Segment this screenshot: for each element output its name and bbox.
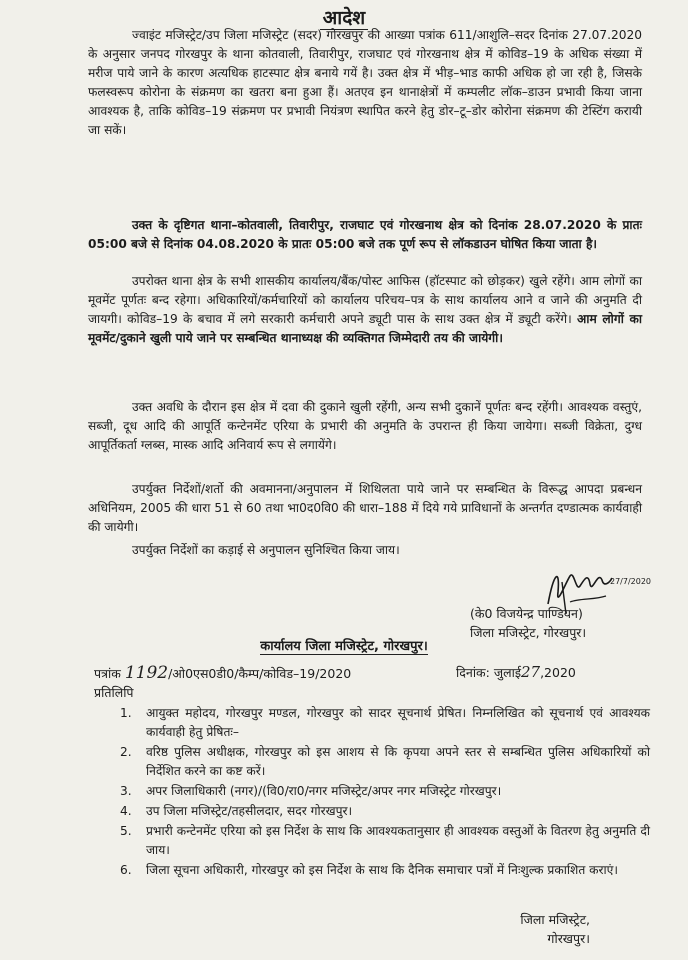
paragraph-2: उक्त के दृष्टिगत थाना–कोतवाली, तिवारीपुर, राजघाट एवं गोरखनाथ क्षेत्र को दिनांक 28.07.2020 के प्रातः 05:00 बजे से दिनांक 04.08.2020 के प्रातः 05:00 बजे तक पूर्ण रूप से लॉकडाउन घोषित किया जाता है। — [88, 218, 642, 251]
paragraph-4: उक्त अवधि के दौरान इस क्षेत्र में दवा की दुकाने खुली रहेंगी, अन्य सभी दुकानें पूर्णतः बन्द रहेंगी। आवश्यक वस्तुएं, सब्जी, दूध आदि की आपूर्ति कन्टेनमेंट एरिया के प्रभारी की अनुमति के उपरान्त ही किया जायेगा। सब्जी विक्रेता, दुग्ध आपूर्तिकर्ता ग्लब्स, मास्क आदि अनिवार्य रूप से लगायेंगे। — [88, 400, 642, 452]
reference-date-day: 27 — [520, 663, 541, 681]
signatory-name: (के0 विजयेन्द्र पाण्डियन) — [470, 606, 583, 621]
copy-item-text: वरिष्ठ पुलिस अधीक्षक, गोरखपुर को इस आशय से कि कृपया अपने स्तर से सम्बन्धित पुलिस अधिकारियों को निर्देशित करने का कष्ट करें। — [146, 745, 650, 778]
copy-list — [120, 704, 650, 881]
copy-item-text: उप जिला मजिस्ट्रेट/तहसीलदार, सदर गोरखपुर। — [146, 804, 353, 818]
signatory-designation: जिला मजिस्ट्रेट, गोरखपुर। — [470, 625, 587, 640]
copy-item-number: 4. — [120, 804, 132, 818]
copy-list-item — [120, 861, 650, 880]
copy-item-text: आयुक्त महोदय, गोरखपुर मण्डल, गोरखपुर को सादर सूचनार्थ प्रेषित। निम्नलिखित को सूचनार्थ एवं आवश्यक कार्यवाही हेतु प्रेषितः– — [146, 706, 650, 739]
reference-code: /ओ0एस0डी0/कैम्प/कोविड–19/2020 — [168, 666, 352, 681]
copy-list-item — [120, 743, 650, 781]
copy-item-text: प्रभारी कन्टेनमेंट एरिया को इस निर्देश के साथ कि आवश्यकतानुसार ही आवश्यक वस्तुओं के वितरण हेतु अनुमति दी जाय। — [146, 824, 650, 857]
copy-list-item — [120, 704, 650, 742]
footer-sign-line1: जिला मजिस्ट्रेट, — [520, 912, 590, 927]
paragraph-3-bold: आम लोगों का मूवमेंट/दुकाने खुली पाये जाने पर सम्बन्धित थानाध्यक्ष की व्यक्तिगत जिम्मेदारी तय की जायेगी। — [88, 312, 643, 345]
copy-item-number: 1. — [120, 706, 132, 720]
reference-label: पत्रांक — [94, 666, 121, 681]
copy-item-number: 6. — [120, 863, 132, 877]
title-text: आदेश — [320, 7, 368, 30]
signature-date: 27/7/2020 — [610, 577, 652, 586]
reference-number: 1192 — [124, 663, 169, 683]
copy-list-item — [120, 782, 650, 801]
reference-line — [94, 663, 644, 683]
reference-date-label: दिनांक: जुलाई — [456, 665, 521, 680]
reference-date-year: ,2020 — [540, 665, 576, 680]
office-heading — [0, 636, 688, 654]
paragraph-6: उपर्युक्त निर्देशों का कड़ाई से अनुपालन सुनिश्चित किया जाय। — [132, 543, 400, 557]
copy-item-number: 3. — [120, 784, 132, 798]
copy-item-number: 5. — [120, 824, 132, 838]
copy-item-text: अपर जिलाधिकारी (नगर)/(वि0/रा0/नगर मजिस्ट्रेट/अपर नगर मजिस्ट्रेट गोरखपुर। — [146, 784, 502, 798]
copy-list-item — [120, 802, 650, 821]
paragraph-1: ज्वाइंट मजिस्ट्रेट/उप जिला मजिस्ट्रेट (सदर) गोरखपुर की आख्या पत्रांक 611/आशुलि–सदर दिनांक 27.07.2020 के अनुसार जनपद गोरखपुर के थाना कोतवाली, तिवारीपुर, राजघाट एवं गोरखनाथ क्षेत्र में कोविड–19 के अधिक संख्या में मरीज पाये जाने के कारण अत्यधिक हाटस्पाट क्षेत्र बनाये गयें है। उक्त क्षेत्र में भीड़–भाड काफी अधिक हो जा रही है, जिसके फलस्वरूप कोरोना के संक्रमण का खतरा बना हुआ हैं। अतएव इन थानाक्षेत्रों में कम्पलीट लॉक–डाउन प्रभावी किया जाना आवश्यक है, ताकि कोविड–19 संक्रमण पर प्रभावी नियंत्रण स्थापित करने हेतु डोर–टू–डोर कोरोना संक्रमण की टेस्टिंग करायी जा सकें। — [88, 28, 642, 137]
copy-item-text: जिला सूचना अधिकारी, गोरखपुर को इस निर्देश के साथ कि दैनिक समाचार पत्रों में निःशुल्क प्रकाशित कराएं। — [146, 863, 618, 877]
office-heading-text: कार्यालय जिला मजिस्ट्रेट, गोरखपुर। — [260, 639, 428, 654]
paragraph-5: उपर्युक्त निर्देशों/शर्तो की अवमानना/अनुपालन में शिथिलता पाये जाने पर सम्बन्धित के विरूद्ध आपदा प्रबन्धन अधिनियम, 2005 की धारा 51 से 60 तथा भा0द0वि0 की धारा–188 में दिये गये प्राविधानों के अन्तर्गत दण्डात्मक कार्यवाही की जायेगी। — [88, 482, 642, 534]
copy-list-item — [120, 822, 650, 860]
copy-item-number: 2. — [120, 745, 132, 759]
paragraph-3-text: उपरोक्त थाना क्षेत्र के सभी शासकीय कार्यालय/बैंक/पोस्ट आफिस (हॉटस्पाट को छोड़कर) खुले रहेंगे। आम लोगों का मूवमेंट पूर्णतः बन्द रहेगा। अधिकारियों/कर्मचारियों को कार्यालय परिचय–पत्र के साथ कार्यालय आने व जाने की अनुमति दी जायगी। कोविड–19 के बचाव में लगे सरकारी कर्मचारी अपने ड्यूटी पास के साथ उक्त क्षेत्र में ड्यूटी करेंगे। — [88, 274, 642, 326]
footer-sign-line2: गोरखपुर। — [547, 931, 590, 946]
footer-signature — [500, 910, 590, 948]
reference-date — [456, 663, 576, 681]
copy-label: प्रतिलिपि — [94, 685, 134, 700]
paragraph-3 — [88, 272, 642, 348]
